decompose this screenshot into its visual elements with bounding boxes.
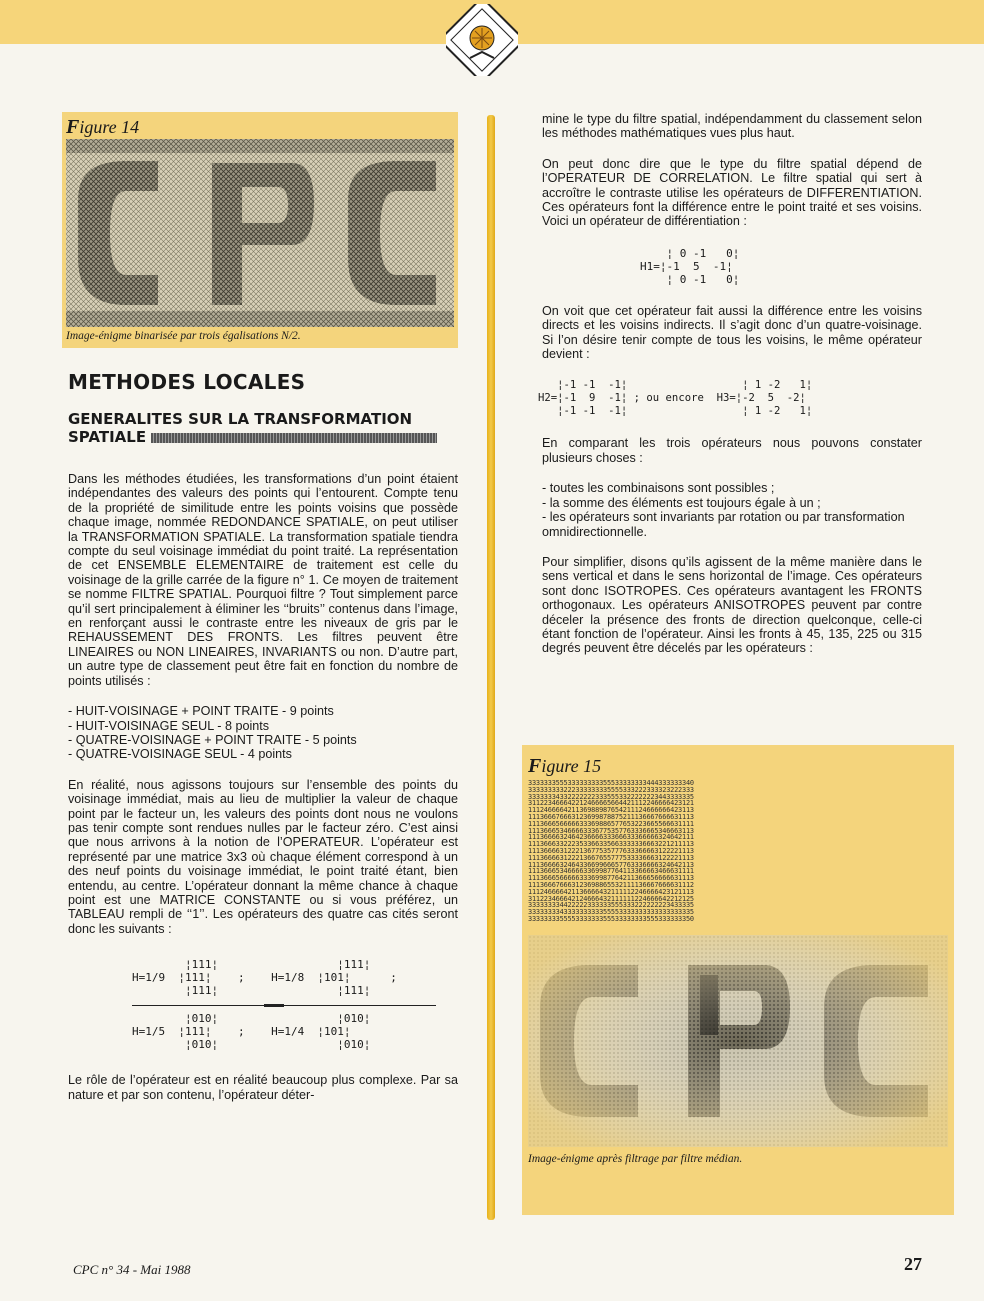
- operator-h1: ¦ 0 -1 0¦ H1=¦-1 5 -1¦ ¦ 0 -1 0¦: [640, 246, 740, 286]
- right-paragraph-5: Pour simplifier, disons qu’ils agissent de la même manière dans le sens vertical et dans le sens horizontal de l’image. Ces opérateurs sont donc ISOTROPES. Ces opérateurs avantagent les FRONTS orthogonaux. Les opérateurs ANISOTROPES peuvent par contre déceler la présence des fronts de direction quelconque, celle-ci étant fonction de l’opérateur. Ainsi les fronts à 45, 135, 225 ou 315 degrés peuvent être décelés par les opérateurs :: [542, 554, 922, 656]
- subsection-title: GENERALITES SUR LA TRANSFORMATION SPATIALE: [68, 410, 458, 446]
- figure-15-number-grid: 333333355533333333355533333333444333333340 333333333222333333335555333222333323222333 333333343322222223335553322222223443333335 311223466642212466665664421112246666423121 111246666421136988987654211124666666423113 111366676663123699878875211136667666631113 111366656666633369886577653223665566631111 111366653466663336775357763336665346663113 111366663246423666633366633366666324642111 111366633222353366335663333336663221211113 111366663122213677535777633366663122221113 111366663122213667655777533336663122221113 111366663246433669966657763336666324642113 111366653466663369987764113366663466631111 111366656666633369987764211366656666631113 111366676663123698865532111136667666631112 111246666421136666432111112246666423121113 311223466642124666432111111224666642212125 333333334422222333333555333222222223433335 333333334333333333355553333333333333333335 333333335555333333355533333333555333333350: [528, 779, 694, 923]
- right-paragraph-3: On voit que cet opérateur fait aussi la différence entre les voisins directs et les voisins indirects. Il s’agit donc d’un quatre-voisinage. Si l’on désire tenir compte de tous les voisins, le même opérateur devient :: [542, 303, 922, 362]
- figure-15-label: Figure 15: [528, 755, 602, 777]
- neighbourhood-list: [62, 704, 458, 762]
- list-item: - HUIT-VOISINAGE + POINT TRAITE - 9 points: [68, 704, 334, 719]
- right-column: [536, 112, 922, 656]
- figure-14-image: [66, 139, 454, 327]
- footer-issue: CPC n° 34 - Mai 1988: [73, 1262, 191, 1277]
- matrix-divider: [132, 1005, 436, 1006]
- list-item: - la somme des éléments est toujours égale à un ;: [542, 495, 821, 510]
- right-paragraph-1: mine le type du filtre spatial, indépendamment du classement selon les méthodes mathématiques vues plus haut.: [542, 112, 922, 141]
- operator-matrices-top: ¦111¦ ¦111¦ H=1/9 ¦111¦ ; H=1/8 ¦101¦ ; ¦111¦ ¦111¦: [132, 958, 397, 998]
- column-divider: [487, 115, 495, 1220]
- right-paragraph-2: On peut donc dire que le type du filtre spatial dépend de l’OPERATEUR DE CORRELATION. Le filtre spatial qui sert à accroître le contraste utilise les opérateurs de DIFFERENTIATION. Ces opérateurs font la différence entre le point traité et ses voisins. Voici un opérateur de différentiation :: [542, 156, 922, 229]
- observations-list: [536, 481, 922, 539]
- section-title: METHODES LOCALES: [68, 370, 306, 394]
- title-rule: [151, 433, 437, 443]
- figure-15: [522, 745, 954, 1215]
- figure-15-caption: Image-énigme après filtrage par filtre médian.: [528, 1152, 743, 1165]
- figure-14-caption: Image-énigme binarisée par trois égalisations N/2.: [66, 330, 301, 342]
- list-item: - QUATRE-VOISINAGE SEUL - 4 points: [68, 747, 292, 762]
- right-paragraph-4: En comparant les trois opérateurs nous pouvons constater plusieurs choses :: [542, 436, 922, 465]
- left-column: [62, 112, 458, 1102]
- left-paragraph-2: En réalité, nous agissons toujours sur l’ensemble des points du voisinage immédiat, mais au lieu de multiplier la valeur de chaque point par le facteur un, les valeurs des points dont nous ne voulons pas tenir compte sont rendues nulles par le facteur zéro. C’est ainsi que nous arrivons à la notion de l’OPERATEUR. L’opérateur est représenté par une matrice 3x3 où chaque élément correspond à un des neuf points du voisinage immédiat, le point traité étant, bien entendu, au centre. L’opérateur donnant la même chance à chaque point est une MATRICE CONSTANTE ou si vous préférez, un TABLEAU rempli de ‘‘1’’. Les opérateurs des quatre cas cités seront donc les suivants :: [68, 777, 458, 936]
- operator-matrices-bottom: ¦010¦ ¦010¦ H=1/5 ¦111¦ ; H=1/4 ¦101¦ ¦010¦ ¦010¦: [132, 1012, 371, 1052]
- left-paragraph-1: Dans les méthodes étudiées, les transformations d’un point étaient indépendantes des valeurs des points qui l’entourent. Compte tenu de la propriété de similitude entre les points voisins que possède chaque image, nommée REDONDANCE SPATIALE, on peut utiliser la TRANSFORMATION SPATIALE. La transformation spatiale tiendra compte du seul voisinage immédiat du point traité. La représentation de cet ENSEMBLE ELEMENTAIRE de traitement est celle du voisinage de la grille carrée de la figure n° 1. Ce moyen de traitement se nomme FILTRE SPATIAL. Pourquoi filtre ? Tout simplement parce qu’il sert principalement à éliminer les ‘‘bruits’’ contenus dans l’image, en renforçant aussi le contraste entre les niveaux de gris par le REHAUSSEMENT DES FRONTS. Les filtres peuvent être LINEAIRES ou NON LINEAIRES, INVARIANTS ou non. D’autre part, un autre type de classement peut être fait en fonction du nombre de points utilisés :: [68, 472, 458, 688]
- list-item: - HUIT-VOISINAGE SEUL - 8 points: [68, 718, 270, 733]
- page-number: 27: [904, 1254, 922, 1274]
- list-item: - les opérateurs sont invariants par rotation ou par transformation omnidirectionnelle.: [542, 510, 905, 539]
- list-item: - toutes les combinaisons sont possibles ;: [542, 481, 775, 496]
- operators-h2-h3: ¦-1 -1 -1¦ ¦ 1 -2 1¦ H2=¦-1 9 -1¦ ; ou encore H3=¦-2 5 -2¦ ¦-1 -1 -1¦ ¦ 1 -2 1¦: [538, 379, 813, 418]
- figure-15-image: [528, 935, 948, 1147]
- figure-14-label: Figure 14: [66, 116, 140, 138]
- left-paragraph-3: Le rôle de l’opérateur est en réalité beaucoup plus complexe. Par sa nature et par son contenu, l’opérateur déter-: [68, 1073, 458, 1102]
- magazine-logo-icon: [446, 4, 518, 76]
- figure-14: [62, 112, 458, 348]
- list-item: - QUATRE-VOISINAGE + POINT TRAITE - 5 points: [68, 732, 357, 747]
